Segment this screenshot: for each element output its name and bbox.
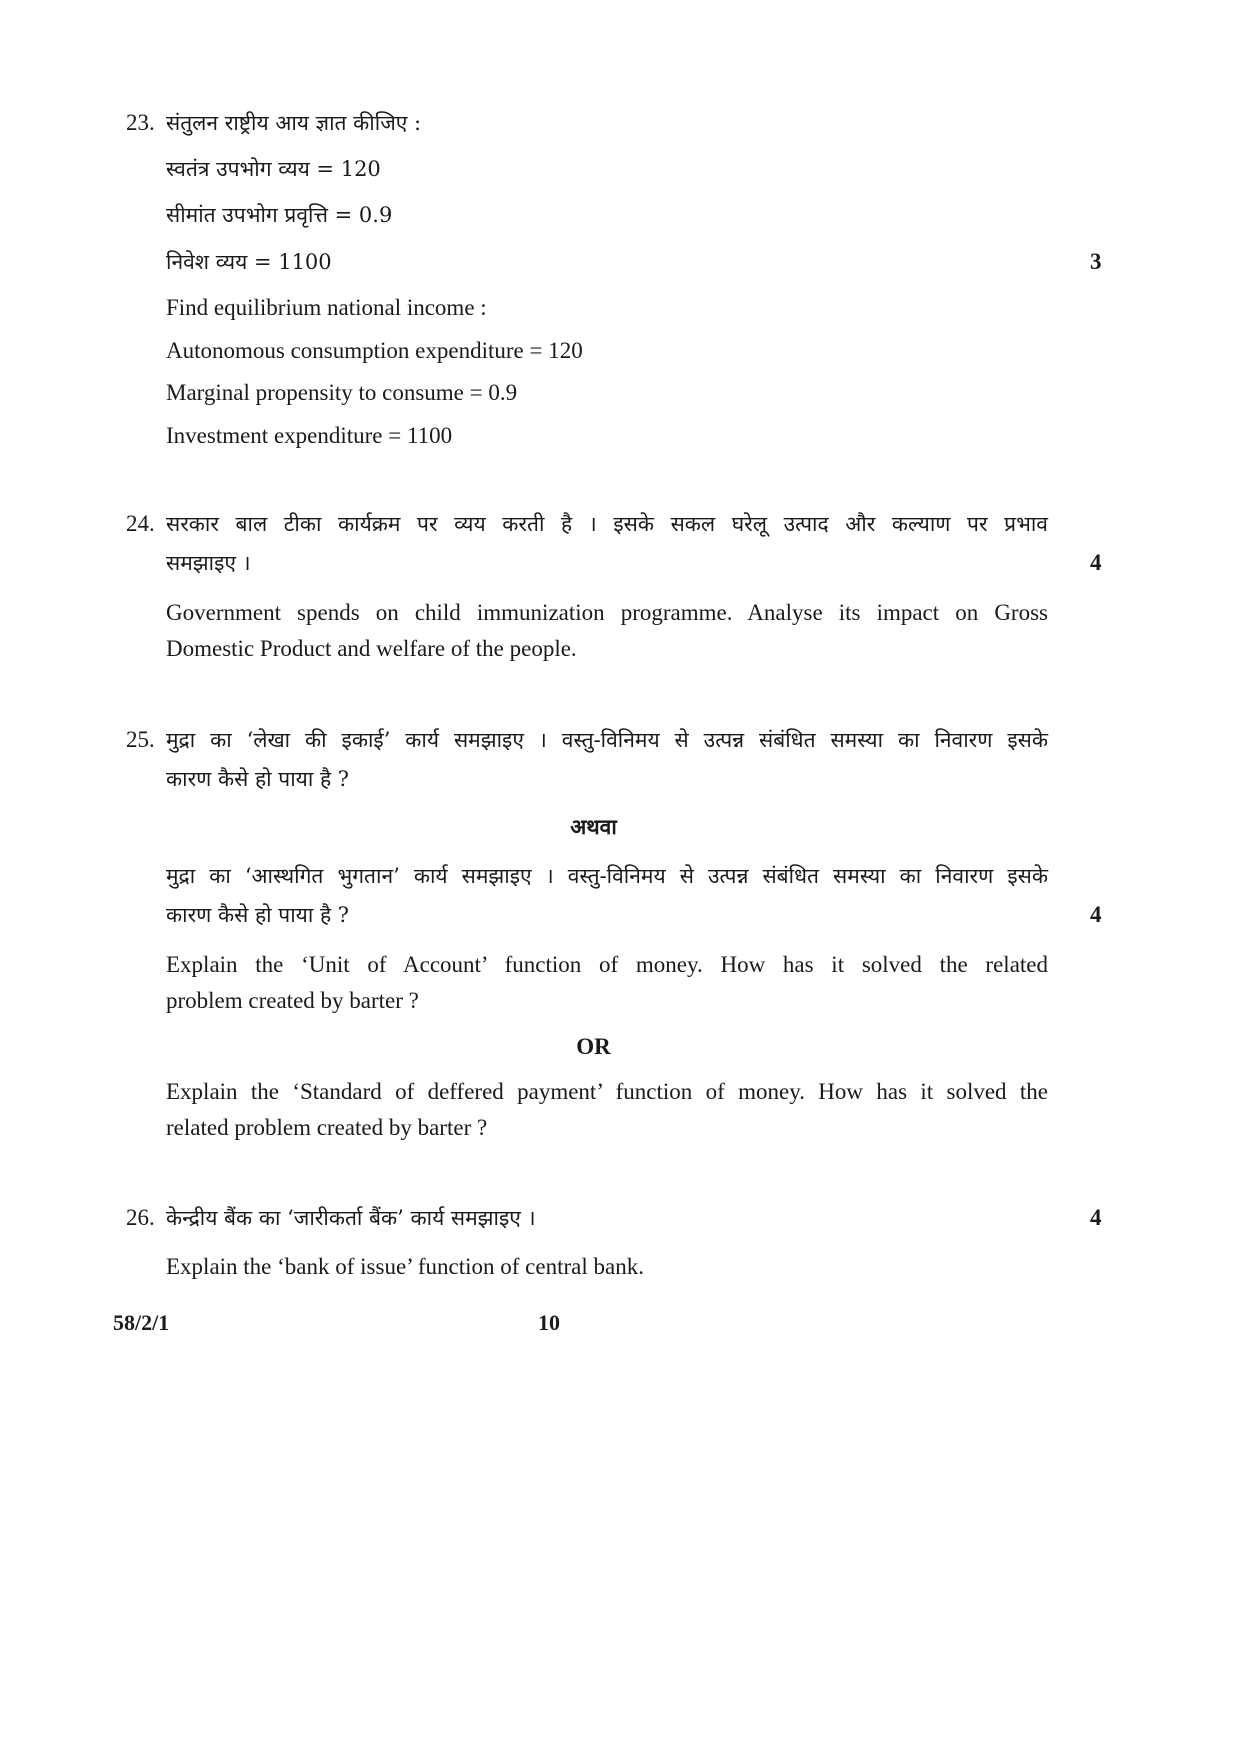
q25-hindi-or: अथवा — [570, 814, 617, 839]
q25-english-line-1: Explain the ‘Unit of Account’ function of money. How has it solved the related — [166, 952, 1048, 977]
paper-code: 58/2/1 — [113, 1310, 170, 1335]
q23-hindi-line-1: संतुलन राष्ट्रीय आय ज्ञात कीजिए : — [166, 111, 422, 135]
q24-english-line-2: Domestic Product and welfare of the people. — [166, 636, 577, 661]
q24-hindi-line-2: समझाइए । — [166, 551, 251, 575]
q25-hindi-line-2: कारण कैसे हो पाया है ? — [166, 767, 350, 791]
q25-hindi-alt-line-2: कारण कैसे हो पाया है ? — [166, 903, 350, 927]
q24-english-line-1: Government spends on child immunization programme. Analyse its impact on Gross — [166, 600, 1048, 625]
q24-hindi-line-1: सरकार बाल टीका कार्यक्रम पर व्यय करती है । इसके सकल घरेलू उत्पाद और कल्याण पर प्रभाव — [166, 512, 1048, 536]
q25-english-or: OR — [576, 1034, 611, 1059]
q23-english-line-4: Investment expenditure = 1100 — [166, 423, 453, 448]
q26-marks: 4 — [1090, 1205, 1102, 1230]
q24-marks: 4 — [1090, 550, 1102, 575]
q23-english-line-2: Autonomous consumption expenditure = 120 — [166, 338, 583, 363]
q23-english-line-3: Marginal propensity to consume = 0.9 — [166, 380, 518, 405]
q25-hindi-line-1: मुद्रा का ‘लेखा की इकाई’ कार्य समझाइए । वस्तु-विनिमय से उत्पन्न संबंधित समस्या का निवारण इसके — [166, 728, 1048, 752]
q23-english-line-1: Find equilibrium national income : — [166, 295, 487, 320]
question-number-24: 24. — [126, 511, 155, 536]
q23-hindi-line-4: निवेश व्यय = 1100 — [166, 250, 332, 274]
q23-hindi-line-3: सीमांत उपभोग प्रवृत्ति = 0.9 — [166, 203, 393, 227]
q25-hindi-alt-line-1: मुद्रा का ‘आस्थगित भुगतान’ कार्य समझाइए । वस्तु-विनिमय से उत्पन्न संबंधित समस्या का निवारण इसके — [166, 864, 1048, 888]
question-number-25: 25. — [126, 727, 155, 752]
q23-marks: 3 — [1090, 249, 1102, 274]
question-number-23: 23. — [126, 110, 155, 135]
question-number-26: 26. — [126, 1205, 155, 1230]
q25-english-alt-line-2: related problem created by barter ? — [166, 1115, 488, 1140]
page-number: 10 — [538, 1310, 560, 1335]
q26-hindi-line-1: केन्द्रीय बैंक का ‘जारीकर्ता बैंक’ कार्य समझाइए । — [166, 1206, 536, 1230]
q25-english-alt-line-1: Explain the ‘Standard of deffered payment’ function of money. How has it solved the — [166, 1079, 1048, 1104]
q25-english-line-2: problem created by barter ? — [166, 988, 419, 1013]
q23-hindi-line-2: स्वतंत्र उपभोग व्यय = 120 — [166, 157, 381, 181]
q26-english-line-1: Explain the ‘bank of issue’ function of central bank. — [166, 1254, 644, 1279]
q25-marks: 4 — [1090, 902, 1102, 927]
